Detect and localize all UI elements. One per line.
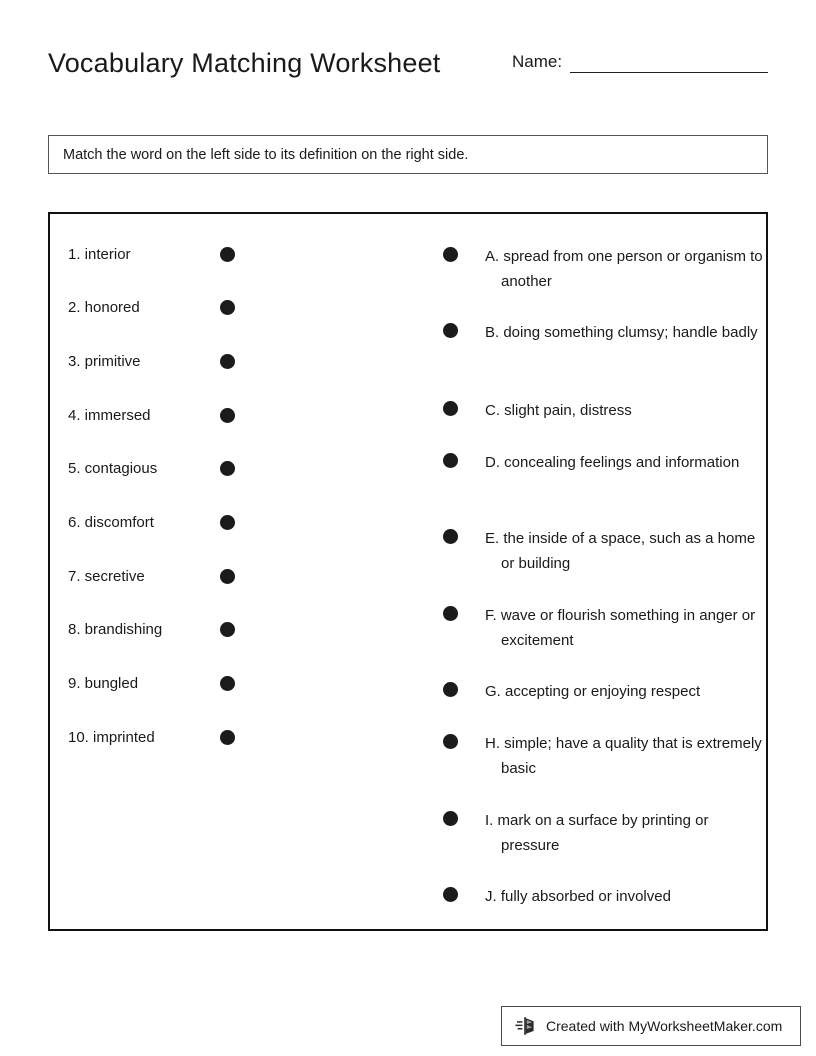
definition-text: F. wave or flourish something in anger or excitement <box>485 607 756 649</box>
created-with-badge[interactable] <box>501 1006 801 1046</box>
word-label: 1. interior <box>68 245 131 263</box>
word-row[interactable] <box>68 513 378 533</box>
word-label: 6. discomfort <box>68 514 154 531</box>
definition-row[interactable] <box>443 398 763 423</box>
definition-row[interactable] <box>443 808 763 858</box>
instruction-box <box>48 135 768 174</box>
definition-text: G. accepting or enjoying respect <box>485 683 701 700</box>
badge-label: Created with MyWorksheetMaker.com <box>546 1018 783 1034</box>
word-match-dot[interactable] <box>220 247 235 262</box>
definition-match-dot[interactable] <box>443 682 458 697</box>
definition-text: B. doing something clumsy; handle badly <box>485 324 758 341</box>
definition-row[interactable] <box>443 244 763 294</box>
definition-text: J. fully absorbed or involved <box>485 888 671 905</box>
definition-text: C. slight pain, distress <box>485 402 632 419</box>
word-row[interactable] <box>68 405 378 425</box>
word-row[interactable] <box>68 727 378 747</box>
definition-match-dot[interactable] <box>443 401 458 416</box>
word-label: 2. honored <box>68 299 140 317</box>
word-match-dot[interactable] <box>220 461 235 476</box>
worksheet-maker-flag-logo-icon <box>514 1014 538 1038</box>
word-match-dot[interactable] <box>220 569 235 584</box>
definition-match-dot[interactable] <box>443 734 458 749</box>
word-match-dot[interactable] <box>220 730 235 745</box>
definition-row[interactable] <box>443 450 763 475</box>
definition-match-dot[interactable] <box>443 247 458 262</box>
definition-match-dot[interactable] <box>443 529 458 544</box>
definition-match-dot[interactable] <box>443 887 458 902</box>
word-row[interactable] <box>68 674 378 694</box>
definition-text: I. mark on a surface by printing or pressure <box>485 812 709 854</box>
definition-text: H. simple; have a quality that is extremely basic <box>485 735 762 777</box>
name-input-line[interactable] <box>570 51 768 73</box>
name-field-group <box>512 51 768 73</box>
word-label: 4. immersed <box>68 406 151 424</box>
definition-row[interactable] <box>443 526 763 576</box>
page-title: Vocabulary Matching Worksheet <box>48 48 441 78</box>
matching-area <box>48 212 768 931</box>
definition-match-dot[interactable] <box>443 606 458 621</box>
definition-match-dot[interactable] <box>443 453 458 468</box>
instruction-text: Match the word on the left side to its definition on the right side. <box>63 146 469 163</box>
word-label: 10. imprinted <box>68 728 155 746</box>
word-row[interactable] <box>68 459 378 479</box>
word-label: 5. contagious <box>68 460 158 478</box>
word-row[interactable] <box>68 351 378 371</box>
definition-row[interactable] <box>443 603 763 653</box>
definition-match-dot[interactable] <box>443 323 458 338</box>
definition-text: D. concealing feelings and information <box>485 454 740 471</box>
definition-row[interactable] <box>443 679 763 704</box>
word-match-dot[interactable] <box>220 300 235 315</box>
name-label: Name: <box>512 52 563 71</box>
definition-row[interactable] <box>443 884 763 909</box>
word-row[interactable] <box>68 298 378 318</box>
word-row[interactable] <box>68 620 378 640</box>
word-label: 3. primitive <box>68 352 141 370</box>
word-label: 7. secretive <box>68 567 145 585</box>
word-label: 9. bungled <box>68 675 139 693</box>
word-match-dot[interactable] <box>220 515 235 530</box>
definition-row[interactable] <box>443 731 763 781</box>
word-match-dot[interactable] <box>220 676 235 691</box>
word-match-dot[interactable] <box>220 408 235 423</box>
definition-text: E. the inside of a space, such as a home or building <box>485 530 756 572</box>
word-label: 8. brandishing <box>68 621 163 639</box>
word-row[interactable] <box>68 566 378 586</box>
definition-row[interactable] <box>443 320 763 345</box>
word-match-dot[interactable] <box>220 622 235 637</box>
definition-text: A. spread from one person or organism to another <box>485 248 763 290</box>
definition-match-dot[interactable] <box>443 811 458 826</box>
word-match-dot[interactable] <box>220 354 235 369</box>
word-row[interactable] <box>68 244 378 264</box>
